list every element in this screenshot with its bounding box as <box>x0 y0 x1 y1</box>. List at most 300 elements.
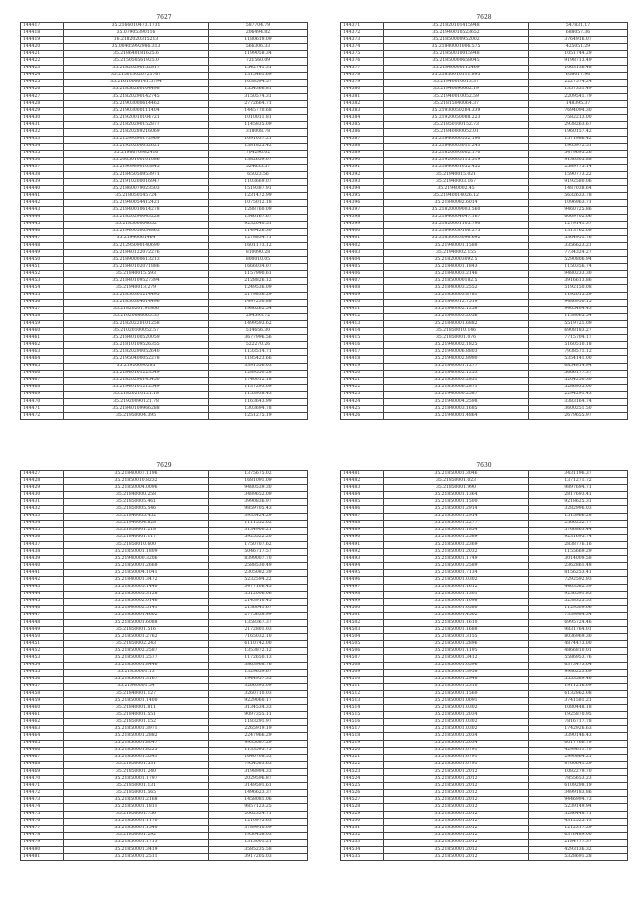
coordinate-code: 35.21850001.0791 <box>384 754 529 761</box>
amount-value: 704296.02 <box>209 150 308 157</box>
table-row <box>341 101 628 108</box>
coordinate-code: 35.21850010015948 <box>384 51 529 58</box>
table-row <box>341 485 628 492</box>
coordinate-code: 35.21820101415948 <box>384 23 529 30</box>
row-id: 144459 <box>21 320 64 327</box>
amount-value: 587704.79 <box>209 23 308 30</box>
table-row <box>341 299 628 306</box>
table-row <box>341 712 628 719</box>
table-row <box>341 591 628 598</box>
table-row <box>341 58 628 65</box>
coordinate-code: 35.21850001.8446 <box>64 662 209 669</box>
table-row <box>21 72 308 79</box>
row-id: 144478 <box>21 832 64 839</box>
coordinate-code: 35.21850001.0302 <box>384 726 529 733</box>
row-id: 144410 <box>341 299 384 306</box>
row-id: 144399 <box>341 221 384 228</box>
table-row <box>21 825 308 832</box>
row-id: 144436 <box>21 534 64 541</box>
amount-value: 1103669.07 <box>209 179 308 186</box>
coordinate-code: 35.21295090140690 <box>64 242 209 249</box>
table-panel-4 <box>340 462 628 861</box>
table-row <box>21 101 308 108</box>
table-row <box>21 328 308 335</box>
amount-value: 5160510.18 <box>529 342 628 349</box>
table-row <box>341 306 628 313</box>
row-id: 144420 <box>341 370 384 377</box>
table-row <box>341 513 628 520</box>
amount-value: 7292592.93 <box>529 577 628 584</box>
row-id: 144451 <box>21 641 64 648</box>
table-row <box>341 363 628 370</box>
row-id: 144467 <box>21 754 64 761</box>
row-id: 144433 <box>21 513 64 520</box>
amount-value: 2679655.97 <box>529 413 628 420</box>
amount-value: 1212317.29 <box>529 825 628 832</box>
row-id: 144378 <box>341 72 384 79</box>
table-row <box>341 619 628 626</box>
row-id: 144446 <box>21 605 64 612</box>
coordinate-code: 35.21850001.2511 <box>64 854 209 861</box>
amount-value: 2589775.14 <box>529 164 628 171</box>
table-row <box>21 584 308 591</box>
amount-value: 1133595.75 <box>209 747 308 754</box>
table-row <box>341 122 628 129</box>
amount-value: 2362861.48 <box>529 563 628 570</box>
coordinate-code: 35.21850001.240 <box>64 768 209 775</box>
row-id: 144444 <box>21 214 64 221</box>
coordinate-code: 35.21940004.2598 <box>384 398 529 405</box>
row-id: 144465 <box>21 740 64 747</box>
coordinate-code: 35.21850001.1610 <box>384 619 529 626</box>
coordinate-code: 35.21850001.1098 <box>384 598 529 605</box>
amount-value: 5666177.37 <box>529 370 628 377</box>
amount-value: 1133514.71 <box>209 349 308 356</box>
table-row <box>21 719 308 726</box>
row-id: 144482 <box>341 478 384 485</box>
amount-value: 1571986.42 <box>529 136 628 143</box>
table-row <box>21 818 308 825</box>
amount-value: 1601173.12 <box>209 242 308 249</box>
coordinate-code: 35.21920010104721 <box>64 115 209 122</box>
row-id: 144374 <box>341 44 384 51</box>
amount-value: 1129509.06 <box>529 605 628 612</box>
coordinate-code: 35.21850001.3155 <box>384 634 529 641</box>
row-id: 144394 <box>341 186 384 193</box>
coordinate-code: 35.21850001.3958 <box>384 669 529 676</box>
amount-value: 1313001.21 <box>209 839 308 846</box>
amount-value: 9097355.11 <box>209 712 308 719</box>
table-row <box>341 790 628 797</box>
table-row <box>21 278 308 285</box>
row-id: 144402 <box>341 242 384 249</box>
row-id: 144383 <box>341 108 384 115</box>
coordinate-code: 35.21840082.6014 <box>384 200 529 207</box>
coordinate-code: 35.21850010111.895 <box>384 72 529 79</box>
row-id: 144408 <box>341 285 384 292</box>
amount-value: 65023.56 <box>209 171 308 178</box>
row-id: 144424 <box>341 398 384 405</box>
amount-value: 3198994.33 <box>209 768 308 775</box>
row-id: 144516 <box>341 719 384 726</box>
coordinate-code: 35.21850001.3167 <box>64 676 209 683</box>
amount-value: 5046717.57 <box>209 549 308 556</box>
coordinate-code: 35.21850002.243 <box>64 641 209 648</box>
amount-value: 1742926.63 <box>529 726 628 733</box>
table-row <box>341 804 628 811</box>
row-id: 144417 <box>341 349 384 356</box>
table-row <box>21 733 308 740</box>
row-id: 144459 <box>21 698 64 705</box>
table-row <box>21 299 308 306</box>
table-row <box>21 398 308 405</box>
table-row <box>341 264 628 271</box>
coordinate-code: 35.21850001.2012 <box>384 783 529 790</box>
coordinate-code: 35.21890000613213 <box>64 257 209 264</box>
coordinate-code: 35.21020100052.57 <box>64 328 209 335</box>
table-row <box>21 712 308 719</box>
table-row <box>341 413 628 420</box>
amount-value: 3863968.76 <box>209 662 308 669</box>
coordinate-code: 35.21820289216069 <box>64 129 209 136</box>
row-id: 144464 <box>21 733 64 740</box>
coordinate-code: 35.21845050953971 <box>64 171 209 178</box>
amount-value: 566306.33 <box>209 44 308 51</box>
table-row <box>341 79 628 86</box>
coordinate-code: 35.21840001006.575 <box>384 44 529 51</box>
coordinate-code: 35.21850001.2914 <box>384 506 529 513</box>
coordinate-code: 35.21820290043228 <box>64 214 209 221</box>
amount-value: 1499593.62 <box>209 320 308 327</box>
amount-value: 1381825.42 <box>209 143 308 150</box>
table-row <box>21 768 308 775</box>
amount-value: 2029596.87 <box>209 776 308 783</box>
amount-value: 5766863.44 <box>529 527 628 534</box>
panel-title: 7629 <box>156 462 172 469</box>
amount-value: 7938571.12 <box>529 349 628 356</box>
amount-value: 3789910.09 <box>209 825 308 832</box>
coordinate-code: 35.21850003096.692 <box>384 235 529 242</box>
row-id: 144418 <box>21 30 64 37</box>
amount-value: 3383164.74 <box>529 398 628 405</box>
amount-value: 2062324.71 <box>209 811 308 818</box>
amount-value: 5925522.20 <box>209 534 308 541</box>
table-row <box>341 627 628 634</box>
data-table <box>340 22 628 420</box>
coordinate-code: 35.21850001.2882 <box>64 733 209 740</box>
table-row <box>21 235 308 242</box>
coordinate-code: 35.21850001.1500 <box>384 499 529 506</box>
coordinate-code: 35.21920050088.223 <box>384 115 529 122</box>
coordinate-code: 35.21850004.0096 <box>64 485 209 492</box>
coordinate-code: 35.21940002.1825 <box>384 342 529 349</box>
row-id: 144431 <box>21 499 64 506</box>
table-panel-2 <box>340 14 628 420</box>
amount-value: 1554366.81 <box>209 86 308 93</box>
row-id: 144441 <box>21 570 64 577</box>
row-id: 144493 <box>341 556 384 563</box>
table-row <box>341 328 628 335</box>
table-row <box>21 612 308 619</box>
table-row <box>21 44 308 51</box>
amount-value: 5553589.46 <box>529 676 628 683</box>
table-row <box>21 520 308 527</box>
table-row <box>341 143 628 150</box>
row-id: 144466 <box>21 370 64 377</box>
table-row <box>341 499 628 506</box>
amount-value: 4299611.70 <box>529 747 628 754</box>
coordinate-code: 35.21840003011.243 <box>384 143 529 150</box>
row-id: 144509 <box>341 669 384 676</box>
table-row <box>341 320 628 327</box>
row-id: 144437 <box>21 164 64 171</box>
table-row <box>341 72 628 79</box>
table-row <box>21 122 308 129</box>
panel-title: 7628 <box>476 14 492 21</box>
table-row <box>341 30 628 37</box>
amount-value: 1515966.28 <box>529 513 628 520</box>
coordinate-code: 35.21850001.0791 <box>384 761 529 768</box>
row-id: 144451 <box>21 264 64 271</box>
table-row <box>21 320 308 327</box>
table-row <box>341 598 628 605</box>
table-row <box>21 790 308 797</box>
coordinate-code: 35.21840010614278 <box>64 207 209 214</box>
coordinate-code: 35.21940002.8990 <box>384 356 529 363</box>
coordinate-code: 35.21850004.1041 <box>64 570 209 577</box>
coordinate-code: 35.21850001.2948 <box>384 676 529 683</box>
coordinate-code: 35.21850002.2587 <box>64 648 209 655</box>
coordinate-code: 35.21903000111404 <box>64 108 209 115</box>
coordinate-code: 35.21850000182.5 <box>384 278 529 285</box>
row-id: 144432 <box>21 506 64 513</box>
coordinate-code: 35.21850001.0302 <box>384 705 529 712</box>
table-row <box>341 356 628 363</box>
table-row <box>341 662 628 669</box>
amount-value: 1986262.54 <box>209 306 308 313</box>
row-id: 144504 <box>341 634 384 641</box>
row-id: 144525 <box>341 783 384 790</box>
row-id: 144442 <box>21 200 64 207</box>
coordinate-code: 16.2182020315213 <box>64 37 209 44</box>
coordinate-code: 35.21850001.2277 <box>384 520 529 527</box>
coordinate-code: 35.21856260104498 <box>64 86 209 93</box>
row-id: 144523 <box>341 768 384 775</box>
table-row <box>341 250 628 257</box>
coordinate-code: 35.21920005115.519 <box>384 157 529 164</box>
amount-value: 1155669.29 <box>529 549 628 556</box>
coordinate-code: 35.21850001.0302 <box>384 577 529 584</box>
coordinate-code: 35.21840109527394 <box>64 278 209 285</box>
amount-value: 3260710.03 <box>209 690 308 697</box>
amount-value: 1357331.49 <box>529 86 628 93</box>
table-row <box>341 235 628 242</box>
row-id: 144450 <box>21 257 64 264</box>
row-id: 144472 <box>21 790 64 797</box>
amount-value: 7715704.17 <box>529 335 628 342</box>
amount-value: 3499183.86 <box>529 790 628 797</box>
table-row <box>21 485 308 492</box>
row-id: 144499 <box>341 598 384 605</box>
row-id: 144515 <box>341 712 384 719</box>
coordinate-code: 35.21940061464 <box>64 235 209 242</box>
table-row <box>21 598 308 605</box>
table-row <box>341 478 628 485</box>
coordinate-code: 35.21840003.2146 <box>384 271 529 278</box>
amount-value: 4874473.00 <box>529 641 628 648</box>
table-row <box>21 413 308 420</box>
table-row <box>341 384 628 391</box>
table-row <box>341 23 628 30</box>
amount-value: 6069702.06 <box>529 214 628 221</box>
amount-value: 3600251.50 <box>529 406 628 413</box>
panel-title: 7630 <box>476 462 492 469</box>
table-row <box>341 285 628 292</box>
table-row <box>341 655 628 662</box>
coordinate-code: 35.21840100520059 <box>64 335 209 342</box>
coordinate-code: 35.21850000952002 <box>384 37 529 44</box>
row-id: 144417 <box>21 23 64 30</box>
table-row <box>21 754 308 761</box>
row-id: 144496 <box>341 577 384 584</box>
row-id: 144462 <box>21 342 64 349</box>
table-row <box>21 370 308 377</box>
table-row <box>21 313 308 320</box>
row-id: 144529 <box>341 811 384 818</box>
amount-value: 5290806.94 <box>529 257 628 264</box>
row-id: 144472 <box>21 413 64 420</box>
amount-value: 1925870.95 <box>529 712 628 719</box>
amount-value: 2179836.29 <box>209 292 308 299</box>
table-row <box>21 839 308 846</box>
coordinate-code: 35.21020086065.55 <box>64 313 209 320</box>
row-id: 144471 <box>21 783 64 790</box>
row-id: 144428 <box>21 101 64 108</box>
coordinate-code: 35.21850001.756 <box>64 811 209 818</box>
coordinate-code: 35.21850001.7134 <box>384 570 529 577</box>
table-row <box>21 335 308 342</box>
coordinate-code: 35.21820290152817 <box>64 65 209 72</box>
amount-value: 5354141.00 <box>529 356 628 363</box>
amount-value: 3933424.29 <box>209 513 308 520</box>
table-row <box>21 86 308 93</box>
table-row <box>341 108 628 115</box>
coordinate-code: 35.21820290145450 <box>64 377 209 384</box>
table-row <box>341 492 628 499</box>
row-id: 144506 <box>341 648 384 655</box>
table-row <box>21 804 308 811</box>
coordinate-code: 35.21850003.8781 <box>384 292 529 299</box>
coordinate-code: 35.21840001.127 <box>64 690 209 697</box>
row-id: 144531 <box>341 825 384 832</box>
amount-value: 2817693.41 <box>529 492 628 499</box>
coordinate-code: 35.215050561925.0 <box>64 58 209 65</box>
table-row <box>21 157 308 164</box>
coordinate-code: 35.21920200052621 <box>64 143 209 150</box>
row-id: 144379 <box>341 79 384 86</box>
row-id: 144505 <box>341 641 384 648</box>
table-row <box>21 143 308 150</box>
amount-value: 9218625.31 <box>529 499 628 506</box>
row-id: 144455 <box>21 669 64 676</box>
amount-value: 6017766.79 <box>529 740 628 747</box>
amount-value: 294593.72 <box>209 313 308 320</box>
coordinate-code: 35.21840002.1258 <box>384 306 529 313</box>
amount-value: 1346167.67 <box>209 214 308 221</box>
coordinate-code: 35.21910200016947 <box>64 179 209 186</box>
coordinate-code: 35.21850001.1811 <box>64 804 209 811</box>
coordinate-code: 35.21850001.6088 <box>64 619 209 626</box>
table-row <box>21 797 308 804</box>
row-id: 144454 <box>21 285 64 292</box>
table-row <box>21 150 308 157</box>
amount-value: 1353872.12 <box>209 648 308 655</box>
table-row <box>21 669 308 676</box>
coordinate-code: 35.21850003.2851 <box>384 377 529 384</box>
coordinate-code: 35.21840003.2056 <box>384 313 529 320</box>
amount-value: 1497230.88 <box>209 299 308 306</box>
coordinate-code: 35.21850001.2012 <box>384 790 529 797</box>
coordinate-code: 35.21860079023503 <box>64 186 209 193</box>
coordinate-code: 35.21850001.2012 <box>384 846 529 853</box>
row-id: 144453 <box>21 278 64 285</box>
amount-value: 2136041.67 <box>209 605 308 612</box>
amount-value: 8036969.30 <box>529 634 628 641</box>
amount-value: 5239149.94 <box>529 804 628 811</box>
coordinate-code: 35.21850001.0580 <box>384 605 529 612</box>
row-id: 144440 <box>21 186 64 193</box>
coordinate-code: 35.21850001.218 <box>64 527 209 534</box>
table-row <box>341 257 628 264</box>
coordinate-code: 35.21909890103845 <box>64 164 209 171</box>
table-row <box>341 669 628 676</box>
table-row <box>21 271 308 278</box>
table-row <box>21 811 308 818</box>
coordinate-code: 35.21840007.1196 <box>64 471 209 478</box>
table-row <box>21 570 308 577</box>
table-row <box>341 398 628 405</box>
row-id: 144439 <box>21 179 64 186</box>
coordinate-code: 35.21850304014496 <box>64 299 209 306</box>
row-id: 144454 <box>21 662 64 669</box>
coordinate-code: 35.21820009003.560 <box>384 207 529 214</box>
amount-value: 7582213.00 <box>529 115 628 122</box>
coordinate-code: 35.21840101223549 <box>64 370 209 377</box>
amount-value: 1303694.78 <box>209 406 308 413</box>
row-id: 144518 <box>341 733 384 740</box>
coordinate-code: 35.21940013.279 <box>64 285 209 292</box>
coordinate-code: 35.21820290152877 <box>64 122 209 129</box>
row-id: 144495 <box>341 570 384 577</box>
coordinate-code: 35.21940002.45 <box>384 186 529 193</box>
row-id: 144416 <box>341 342 384 349</box>
row-id: 144429 <box>21 485 64 492</box>
amount-value: 9229060.17 <box>209 698 308 705</box>
row-id: 144480 <box>21 846 64 853</box>
amount-value: 9460725.86 <box>529 207 628 214</box>
table-row <box>341 641 628 648</box>
amount-value: 3266393.09 <box>209 683 308 690</box>
row-id: 144439 <box>21 556 64 563</box>
row-id: 144428 <box>21 478 64 485</box>
row-id: 144433 <box>21 136 64 143</box>
amount-value: 1150356.74 <box>529 264 628 271</box>
row-id: 144468 <box>21 761 64 768</box>
table-row <box>21 676 308 683</box>
row-id: 144426 <box>21 86 64 93</box>
amount-value: 1519387.91 <box>209 186 308 193</box>
coordinate-code: 35.21840001.551 <box>64 712 209 719</box>
